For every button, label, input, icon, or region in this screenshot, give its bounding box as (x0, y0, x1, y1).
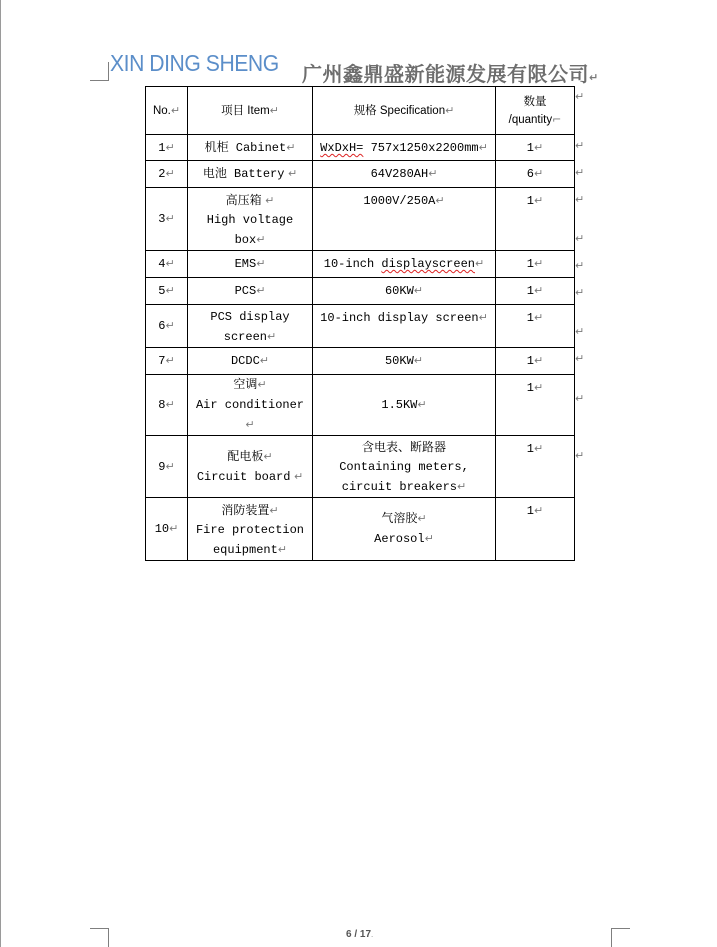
row-spec: 64V280AH↵ (313, 161, 496, 188)
row-end-mark-icon: ↵ (575, 166, 585, 179)
row-qty: 6↵ (496, 161, 575, 188)
row-item: 电池 Battery ↵ (188, 161, 313, 188)
header-no: No.↵ (146, 87, 188, 135)
row-item: EMS↵ (188, 251, 313, 278)
row-item: PCS display screen↵ (188, 305, 313, 348)
row-qty: 1↵ (496, 498, 575, 561)
row-end-mark-icon: ↵ (575, 352, 585, 365)
table-row (146, 348, 575, 375)
page-number: 6 / 17. (346, 929, 374, 940)
row-end-mark-icon: ↵ (575, 392, 585, 405)
table-row (146, 161, 575, 188)
page-edge (0, 0, 1, 947)
crop-mark-bottom-left-v (108, 928, 109, 947)
row-qty: 1↵ (496, 436, 575, 498)
row-no: 10↵ (146, 498, 188, 561)
table-row (146, 498, 575, 561)
row-qty: 1↵ (496, 251, 575, 278)
row-no: 8↵ (146, 375, 188, 436)
table-header-row (146, 87, 575, 135)
row-item: 高压箱 ↵ High voltage box↵ (188, 188, 313, 251)
row-no: 3↵ (146, 188, 188, 251)
row-spec: 10-inch display screen↵ (313, 305, 496, 348)
row-spec: 10-inch displayscreen↵ (313, 251, 496, 278)
row-end-mark-icon: ↵ (575, 139, 585, 152)
table-row (146, 251, 575, 278)
table-row (146, 305, 575, 348)
table-row (146, 135, 575, 161)
row-qty: 1↵ (496, 135, 575, 161)
row-spec: WxDxH= 757x1250x2200mm↵ (313, 135, 496, 161)
row-end-mark-icon: ↵ (575, 259, 585, 272)
row-item: DCDC↵ (188, 348, 313, 375)
row-item: 空调↵ Air conditioner ↵ (188, 375, 313, 436)
row-qty: 1↵ (496, 188, 575, 251)
row-no: 2↵ (146, 161, 188, 188)
paragraph-mark-icon: ↵ (589, 71, 599, 84)
row-no: 9↵ (146, 436, 188, 498)
specification-table (145, 86, 575, 561)
cell-mark-icon: ↵ (170, 103, 181, 117)
row-item: 配电板↵ Circuit board ↵ (188, 436, 313, 498)
row-spec: 气溶胶↵ Aerosol↵ (313, 498, 496, 561)
row-no: 4↵ (146, 251, 188, 278)
crop-mark-top-left-v (108, 62, 109, 81)
row-spec: 50KW↵ (313, 348, 496, 375)
crop-mark-bottom-right-v (611, 928, 612, 947)
table-row (146, 188, 575, 251)
row-end-mark-icon: ↵ (575, 232, 585, 245)
row-end-mark-icon: ↵ (575, 193, 585, 206)
row-spec: 1.5KW↵ (313, 375, 496, 436)
brand-logo-text: XIN DING SHENG (110, 50, 279, 76)
row-spec: 60KW↵ (313, 278, 496, 305)
row-no: 6↵ (146, 305, 188, 348)
crop-mark-top-left-h (90, 80, 108, 81)
row-qty: 1↵ (496, 305, 575, 348)
table-row (146, 436, 575, 498)
row-no: 5↵ (146, 278, 188, 305)
row-no: 7↵ (146, 348, 188, 375)
table-row (146, 278, 575, 305)
row-end-mark-icon: ↵ (575, 449, 585, 462)
company-name: 广州鑫鼎盛新能源发展有限公司↵ (302, 62, 599, 86)
row-spec: 含电表、断路器 Containing meters, circuit breakers↵ (313, 436, 496, 498)
row-spec: 1000V/250A↵ (313, 188, 496, 251)
row-no: 1↵ (146, 135, 188, 161)
row-item: 消防装置↵ Fire protection equipment↵ (188, 498, 313, 561)
crop-mark-bottom-left-h (90, 928, 108, 929)
header-specification: 规格 Specification↵ (313, 87, 496, 135)
row-end-mark-icon: ↵ (575, 90, 585, 103)
row-end-mark-icon: ↵ (575, 286, 585, 299)
table-row (146, 375, 575, 436)
spell-check-underline: displayscreen (381, 257, 475, 271)
row-qty: 1↵ (496, 278, 575, 305)
row-item: PCS↵ (188, 278, 313, 305)
crop-mark-bottom-right-h (612, 928, 630, 929)
paragraph-mark-icon: . (371, 930, 374, 939)
header-quantity: 数量 /quantity⌐ (496, 87, 575, 135)
row-item: 机柜 Cabinet↵ (188, 135, 313, 161)
spell-check-underline: WxDxH= (320, 141, 364, 155)
cell-mark-icon: ⌐ (552, 112, 562, 126)
cell-mark-icon: ↵ (445, 103, 455, 117)
row-qty: 1↵ (496, 348, 575, 375)
row-qty: 1↵ (496, 375, 575, 436)
header-item: 项目 Item↵ (188, 87, 313, 135)
row-end-mark-icon: ↵ (575, 325, 585, 338)
cell-mark-icon: ↵ (269, 103, 279, 117)
